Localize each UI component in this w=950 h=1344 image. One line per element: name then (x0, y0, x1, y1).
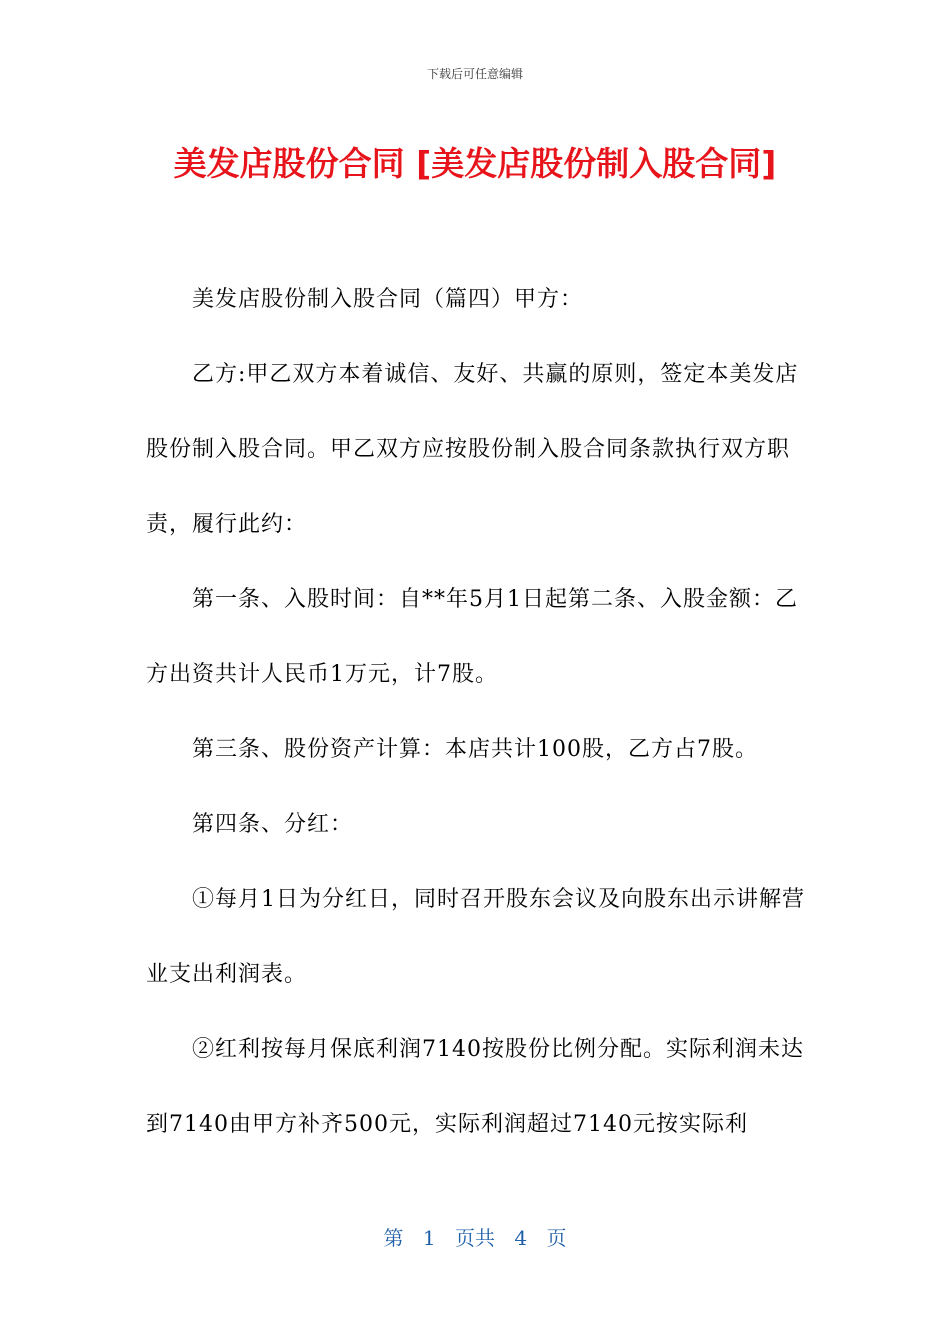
footer-prefix: 第 (383, 1226, 404, 1250)
document-body (146, 262, 806, 1162)
document-title: 美发店股份合同 [美发店股份制入股合同] (173, 144, 777, 183)
footer-current-page: 1 (422, 1226, 436, 1250)
paragraph-item-2: ②红利按每月保底利润7140按股份比例分配。实际利润未达到7140由甲方补齐500元，实际利润超过7140元按实际利 (146, 1037, 804, 1137)
paragraph-party-a: 美发店股份制入股合同（篇四）甲方： (192, 287, 584, 312)
page-footer (0, 1224, 950, 1252)
header-note: 下载后可任意编辑 (426, 67, 523, 81)
paragraph-article-4: 第四条、分红： (192, 812, 354, 837)
paragraph-article-3: 第三条、股份资产计算：本店共计100股，乙方占7股。 (192, 737, 758, 762)
paragraph-party-b: 乙方:甲乙双方本着诚信、友好、共赢的原则，签定本美发店股份制入股合同。甲乙双方应按股份制入股合同条款执行双方职责，履行此约： (146, 362, 799, 537)
paragraph-article-1-2: 第一条、入股时间：自**年5月1日起第二条、入股金额：乙方出资共计人民币1万元，计7股。 (146, 587, 798, 687)
footer-mid: 页共 (455, 1226, 495, 1250)
paragraph-item-1: ①每月1日为分红日，同时召开股东会议及向股东出示讲解营业支出利润表。 (146, 887, 805, 987)
footer-suffix: 页 (546, 1226, 567, 1250)
footer-total-pages: 4 (514, 1226, 528, 1250)
